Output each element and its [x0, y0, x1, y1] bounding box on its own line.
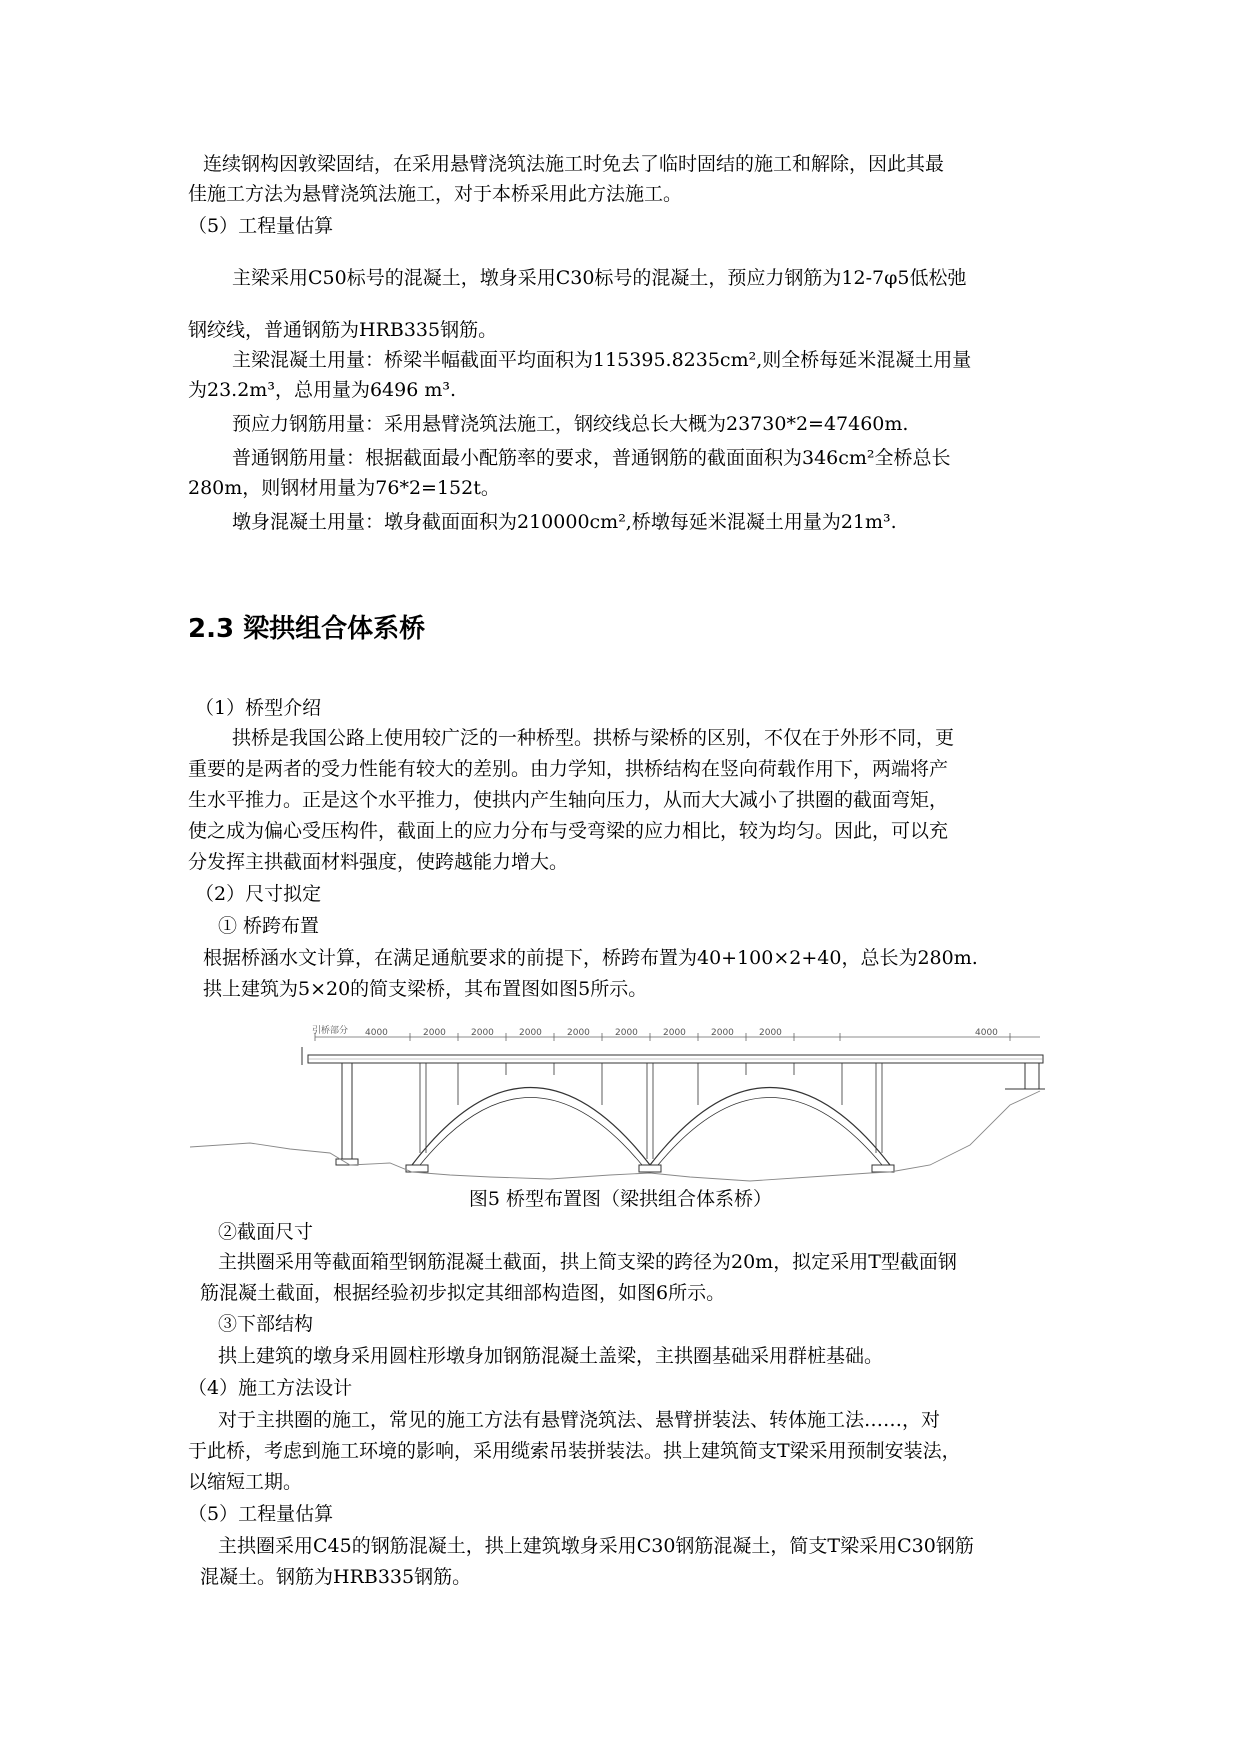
paragraph-line: 主梁混凝土用量：桥梁半幅截面平均面积为115395.8235cm²,则全桥每延米混凝土用量 [232, 349, 972, 371]
subsection-label: ②截面尺寸 [218, 1221, 314, 1243]
dimension-label: 2000 [519, 1028, 542, 1038]
paragraph-line: 重要的是两者的受力性能有较大的差别。由力学知，拱桥结构在竖向荷载作用下，两端将产 [188, 758, 949, 780]
paragraph-line: 拱上建筑的墩身采用圆柱形墩身加钢筋混凝土盖梁，主拱圈基础采用群桩基础。 [218, 1345, 884, 1367]
subsection-label: （5）工程量估算 [188, 1503, 334, 1525]
paragraph-line: 普通钢筋用量：根据截面最小配筋率的要求，普通钢筋的截面面积为346cm²全桥总长 [232, 447, 951, 469]
dimension-label: 4000 [975, 1028, 998, 1038]
paragraph-line: 对于主拱圈的施工，常见的施工方法有悬臂浇筑法、悬臂拼装法、转体施工法……，对 [218, 1409, 941, 1431]
paragraph-line: 主拱圈采用C45的钢筋混凝土，拱上建筑墩身采用C30钢筋混凝土，简支T梁采用C30钢筋 [218, 1535, 974, 1557]
paragraph-line: 生水平推力。正是这个水平推力，使拱内产生轴向压力，从而大大减小了拱圈的截面弯矩， [188, 789, 949, 811]
subsection-label: （2）尺寸拟定 [195, 883, 322, 905]
paragraph-line: 连续钢构因敦梁固结，在采用悬臂浇筑法施工时免去了临时固结的施工和解除，因此其最 [203, 153, 945, 175]
arch-rib-left [412, 1088, 650, 1166]
paragraph-line: 主梁采用C50标号的混凝土，墩身采用C30标号的混凝土，预应力钢筋为12-7φ5低松弛 [232, 267, 967, 289]
paragraph-line: 根据桥涵水文计算，在满足通航要求的前提下，桥跨布置为40+100×2+40，总长为280m. [203, 947, 978, 969]
bridge-layout-figure [190, 1025, 1060, 1191]
paragraph-line: 以缩短工期。 [188, 1471, 303, 1493]
paragraph-line: 钢绞线，普通钢筋为HRB335钢筋。 [188, 319, 498, 341]
paragraph-line: 使之成为偏心受压构件，截面上的应力分布与受弯梁的应力相比，较为均匀。因此，可以充 [188, 820, 949, 842]
approach-pier [342, 1063, 352, 1159]
paragraph-line: 佳施工方法为悬臂浇筑法施工，对于本桥采用此方法施工。 [188, 183, 683, 205]
paragraph-line: 为23.2m³，总用量为6496 m³. [188, 379, 457, 401]
paragraph-line: 混凝土。钢筋为HRB335钢筋。 [200, 1566, 472, 1588]
dimension-label: 2000 [471, 1028, 494, 1038]
paragraph-line: 预应力钢筋用量：采用悬臂浇筑法施工，钢绞线总长大概为23730*2=47460m. [232, 413, 909, 435]
figure-label-approach: 引桥部分 [312, 1026, 349, 1036]
figure-caption: 图5 桥型布置图（梁拱组合体系桥） [468, 1188, 773, 1210]
dimension-label: 2000 [615, 1028, 638, 1038]
dimension-label: 4000 [365, 1028, 388, 1038]
dimension-label: 2000 [423, 1028, 446, 1038]
dimension-label: 2000 [711, 1028, 734, 1038]
dimension-label: 2000 [567, 1028, 590, 1038]
arch-footing [639, 1165, 661, 1172]
paragraph-line: 于此桥，考虑到施工环境的影响，采用缆索吊装拼装法。拱上建筑简支T梁采用预制安装法， [188, 1440, 961, 1462]
paragraph-line: 分发挥主拱截面材料强度，使跨越能力增大。 [188, 851, 569, 873]
subsection-label: （5）工程量估算 [188, 215, 334, 237]
arch-footing [872, 1165, 894, 1172]
paragraph-line: 墩身混凝土用量：墩身截面面积为210000cm²,桥墩每延米混凝土用量为21m³. [232, 511, 897, 533]
paragraph-line: 主拱圈采用等截面箱型钢筋混凝土截面，拱上简支梁的跨径为20m，拟定采用T型截面钢 [218, 1251, 957, 1273]
paragraph-line: 拱桥是我国公路上使用较广泛的一种桥型。拱桥与梁桥的区别，不仅在于外形不同，更 [232, 727, 955, 749]
abutment [1025, 1063, 1039, 1089]
paragraph-line: 筋混凝土截面，根据经验初步拟定其细部构造图，如图6所示。 [200, 1282, 726, 1304]
subsection-label: ③下部结构 [218, 1313, 314, 1335]
arch-rib-right [650, 1088, 890, 1166]
subsection-label: （1）桥型介绍 [195, 697, 322, 719]
paragraph-line: 拱上建筑为5×20的简支梁桥，其布置图如图5所示。 [203, 978, 648, 1000]
dimension-label: 2000 [663, 1028, 686, 1038]
dimension-label: 2000 [759, 1028, 782, 1038]
section-heading: 2.3 梁拱组合体系桥 [188, 614, 426, 644]
subsection-label: ① 桥跨布置 [218, 915, 320, 937]
paragraph-line: 280m，则钢材用量为76*2=152t。 [188, 477, 500, 499]
subsection-label: （4）施工方法设计 [188, 1377, 353, 1399]
